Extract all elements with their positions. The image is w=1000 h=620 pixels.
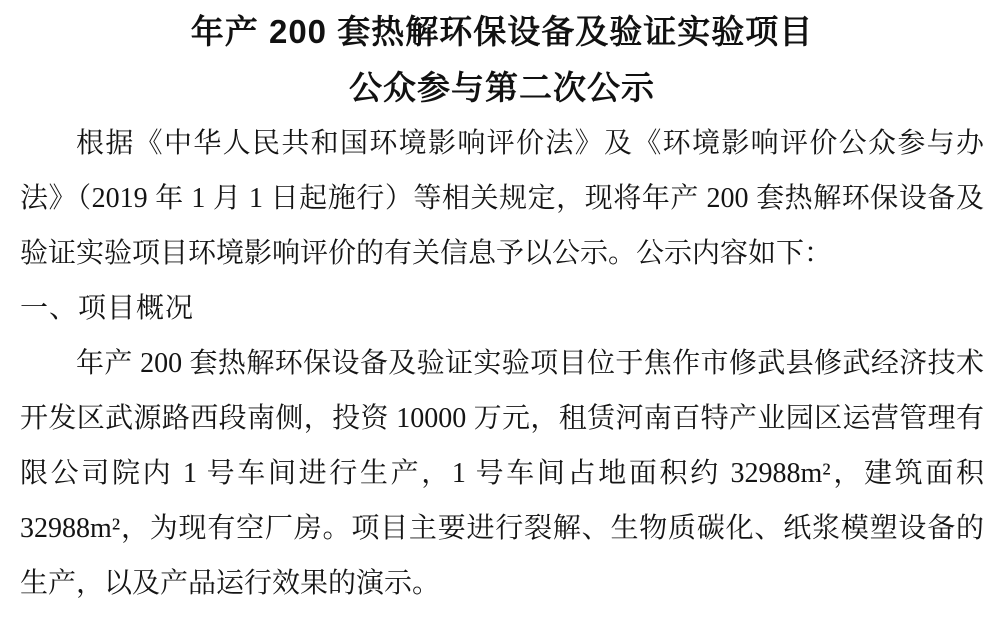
intro-paragraph: 根据《中华人民共和国环境影响评价法》及《环境影响评价公众参与办法》（2019 年 1 月 1 日起施行）等相关规定，现将年产 200 套热解环保设备及验证实验项目环境影响评价的有关信息予以公示。公示内容如下：	[20, 128, 984, 269]
document-title-line2: 公众参与第二次公示	[349, 69, 655, 106]
project-overview-paragraph: 年产 200 套热解环保设备及验证实验项目位于焦作市修武县修武经济技术开发区武源路西段南侧，投资 10000 万元，租赁河南百特产业园区运营管理有限公司院内 1 号车间进行生产，1 号车间占地面积约 32988m²，建筑面积 32988m²，为现有空厂房。项目主要进行裂解、生物质碳化、纸浆模塑设备的生产，以及产品运行效果的演示。	[20, 348, 984, 599]
document-body	[20, 116, 984, 611]
document-title-line1: 年产 200 套热解环保设备及验证实验项目	[190, 13, 814, 50]
section-heading-project-overview: 一、项目概况	[20, 293, 195, 324]
document-title	[20, 4, 984, 116]
